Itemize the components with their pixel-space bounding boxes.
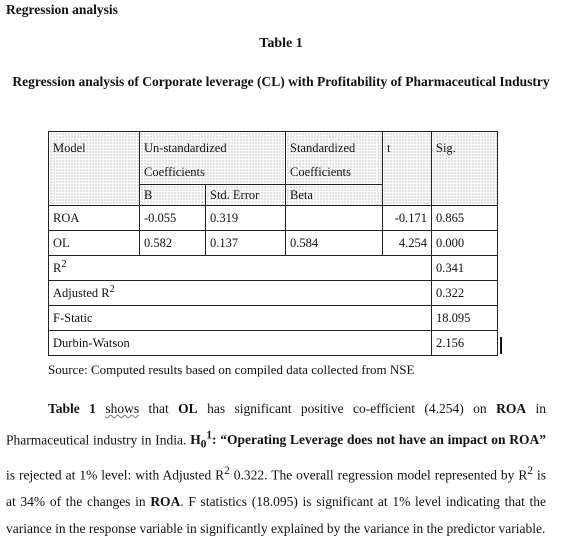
cell-t: -0.171 bbox=[383, 206, 432, 231]
para-bold: ROA bbox=[150, 494, 181, 510]
header-standardized: Standardized Coefficients bbox=[286, 132, 383, 185]
table-header-row-top bbox=[49, 132, 498, 185]
cell-beta: 0.584 bbox=[286, 231, 383, 256]
header-t bbox=[383, 132, 432, 206]
summary-label-text: R bbox=[53, 261, 62, 276]
header-std-error: Std. Error bbox=[206, 185, 286, 206]
summary-value: 0.322 bbox=[432, 281, 498, 306]
para-text: has significant positive co-efficient (4.254) on bbox=[197, 401, 497, 416]
para-bold: OL bbox=[178, 401, 198, 416]
summary-row-adjusted-r2 bbox=[49, 281, 498, 306]
summary-label-sup: 2 bbox=[109, 284, 115, 296]
para-hypothesis-h: H bbox=[190, 432, 201, 447]
para-text: that bbox=[139, 401, 179, 416]
header-unstandardized: Un-standardized Coefficients bbox=[140, 132, 286, 185]
summary-label-text: F-Static bbox=[53, 310, 93, 325]
summary-value: 0.341 bbox=[432, 256, 498, 281]
header-sig-label: Sig. bbox=[436, 141, 456, 155]
para-text bbox=[96, 401, 105, 416]
body-paragraph bbox=[6, 396, 546, 542]
para-hypothesis-text: : “Operating Leverage does not have an impact on ROA” bbox=[211, 432, 546, 447]
cell-beta bbox=[286, 206, 383, 231]
summary-label bbox=[49, 306, 432, 331]
para-sup: 2 bbox=[527, 465, 534, 478]
cell-model: ROA bbox=[49, 206, 140, 231]
header-t-label: t bbox=[387, 141, 391, 155]
table-caption: Regression analysis of Corporate leverage (CL) with Profitability of Pharmaceutical Industry bbox=[12, 74, 550, 89]
para-spellcheck-word: shows bbox=[105, 401, 140, 416]
para-hypothesis-sup: 1 bbox=[206, 429, 212, 442]
cell-b: 0.582 bbox=[140, 231, 206, 256]
para-text: is rejected at 1% level: with Adjusted R bbox=[6, 467, 225, 483]
table-label: Table 1 bbox=[259, 36, 303, 51]
table-row-roa bbox=[49, 206, 498, 231]
summary-row-f-static bbox=[49, 306, 498, 331]
cell-sig: 0.865 bbox=[432, 206, 498, 231]
para-hypothesis bbox=[190, 429, 546, 451]
para-text: . F statistics (18.095) is significant at 1% level indicating that the variance in the response variable in significantly explained by the variance in the predictor variable. bbox=[6, 494, 546, 536]
summary-label-sup: 2 bbox=[61, 259, 67, 271]
para-text: 0.322. The overall regression model represented by R bbox=[229, 467, 528, 483]
para-text: is at 34% of the changes in bbox=[6, 467, 546, 510]
section-heading: Regression analysis bbox=[6, 2, 118, 17]
header-model bbox=[49, 132, 140, 206]
header-model-label: Model bbox=[53, 141, 86, 155]
text-cursor bbox=[500, 337, 502, 354]
header-beta: Beta bbox=[286, 185, 383, 206]
summary-label-text: Adjusted R bbox=[53, 286, 110, 301]
summary-row-r2 bbox=[49, 256, 498, 281]
regression-table bbox=[48, 131, 498, 356]
table-row-ol bbox=[49, 231, 498, 256]
header-sig bbox=[432, 132, 498, 206]
summary-value: 2.156 bbox=[432, 331, 498, 356]
para-table-ref: Table 1 bbox=[48, 401, 96, 416]
summary-label bbox=[49, 331, 432, 356]
summary-label bbox=[49, 281, 432, 306]
summary-label-text: Durbin-Watson bbox=[53, 335, 130, 350]
para-text: in Pharmaceutical industry in India. bbox=[6, 401, 546, 447]
cell-std-error: 0.319 bbox=[206, 206, 286, 231]
cell-std-error: 0.137 bbox=[206, 231, 286, 256]
header-b: B bbox=[140, 185, 206, 206]
para-hypothesis-sub: 0 bbox=[200, 438, 207, 451]
cell-b: -0.055 bbox=[140, 206, 206, 231]
cell-model: OL bbox=[49, 231, 140, 256]
source-note: Source: Computed results based on compiled data collected from NSE bbox=[48, 362, 415, 377]
summary-value: 18.095 bbox=[432, 306, 498, 331]
para-bold: ROA bbox=[496, 401, 527, 416]
cell-sig: 0.000 bbox=[432, 231, 498, 256]
para-sup: 2 bbox=[224, 465, 230, 478]
summary-row-durbin-watson bbox=[49, 331, 498, 356]
cell-t: 4.254 bbox=[383, 231, 432, 256]
summary-label bbox=[49, 256, 432, 281]
